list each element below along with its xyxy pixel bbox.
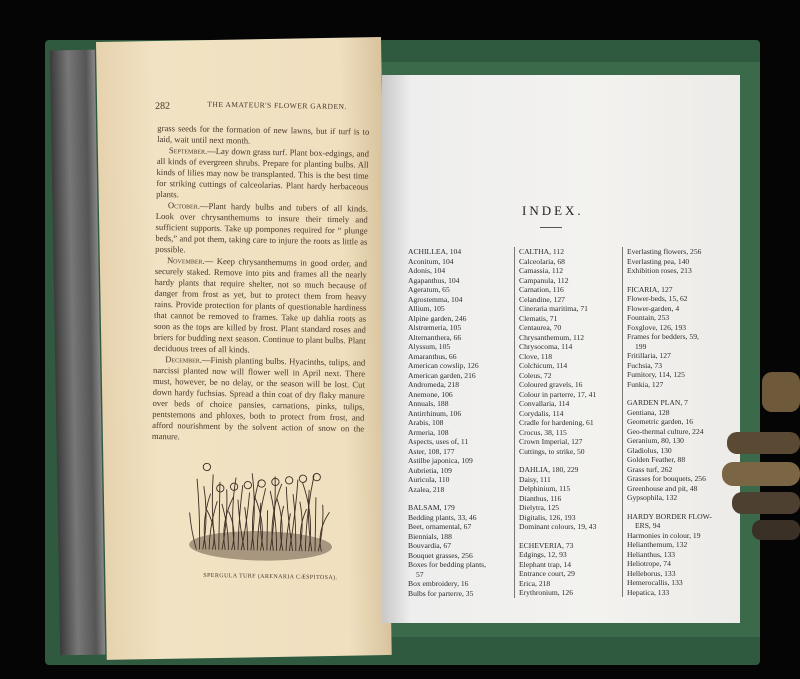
index-entry: 199 [635, 341, 647, 351]
paragraph [155, 200, 368, 259]
index-entry: Fumitory, 114, 125 [627, 370, 685, 379]
index-entry: Calceolaria, 68 [519, 256, 565, 266]
index-entry: Armeria, 108 [408, 427, 449, 437]
month-heading: September. [168, 145, 208, 156]
index-entry: Dominant colours, 19, 43 [519, 522, 597, 531]
index-entry: Cuttings, to strike, 50 [519, 446, 585, 456]
index-entry: Grass turf, 262 [627, 464, 673, 474]
paragraph [153, 255, 367, 358]
page-number: 282 [155, 100, 171, 112]
index-entry: Amaranthus, 66 [408, 351, 457, 361]
index-entry: Helianthus, 133 [627, 549, 676, 559]
index-entry: Carnation, 116 [519, 285, 564, 294]
index-entry: Digitalis, 126, 193 [519, 512, 576, 522]
index-entry: Convallaria, 114 [519, 399, 570, 408]
index-gap [627, 276, 735, 285]
paragraph [156, 145, 369, 204]
month-heading: November. [166, 255, 205, 266]
index-entry: Bouquet grasses, 256 [408, 550, 473, 560]
index-gap [408, 494, 510, 503]
index-entry: Bedding plants, 33, 46 [408, 512, 477, 522]
paragraph-text: grass seeds for the formation of new lawns, but if turf is to laid, wait until next month. [157, 122, 370, 146]
right-page [382, 75, 740, 623]
index-entry: Coloured gravels, 16 [519, 380, 583, 389]
paragraph-text: — Keep chrysanthemums in good order, and securely staked. Remove into pits and frames all the nearly hardy plants that require shelter, not so much because of danger from frost as yet, but to protect them from heavy rains. Provide protection for plants of questionable hardiness that cannot be removed to frames. Take up dahlia roots as soon as the tops are killed by frost. Plant standard roses and briers for budding next season. Continue to plant bulbs. Plant deciduous trees of all kinds. [153, 255, 368, 355]
index-entry: Box embroidery, 16 [408, 579, 469, 588]
index-entry: Flower-beds, 15, 62 [627, 294, 688, 303]
index-entry: Alpine garden, 246 [408, 313, 467, 323]
spergula-turf-illustration [175, 453, 347, 566]
index-entry: Cineraria maritima, 71 [519, 304, 588, 313]
index-entry: Fritillaria, 127 [627, 351, 671, 360]
index-gap [519, 456, 619, 465]
index-gap [627, 389, 735, 398]
index-entry: Annuals, 188 [408, 399, 449, 408]
index-entry: Elephant trap, 14 [519, 559, 572, 569]
index-entry: Alyssum, 105 [408, 342, 451, 351]
index-entry: Alstrœmeria, 105 [408, 323, 462, 332]
index-entry: Colour in parterre, 17, 41 [519, 389, 597, 399]
paragraph [152, 354, 366, 446]
index-entry: Greenhouse and pit, 48 [627, 483, 698, 493]
index-column-3 [622, 247, 735, 597]
index-entry: Aspects, uses of, 11 [408, 437, 469, 446]
index-entry: Gladiolus, 130 [627, 445, 672, 455]
index-entry: Bouvardia, 67 [408, 541, 452, 550]
index-entry: Biennials, 188 [408, 531, 452, 541]
index-entry: Agrostemma, 104 [408, 294, 463, 304]
index-gap [519, 532, 619, 541]
index-entry: Gentiana, 128 [627, 407, 670, 417]
index-entry: Chrysocoma, 114 [519, 342, 573, 351]
paragraph-text: —Finish planting bulbs. Hyacinths, tulips, and narcissi planted now will flower well in April next. There must, however, be no delay, or the season will be lost. Cut down hardy fuchsias. Spread a thin coat of dry flaky manure over beds of choice pansies, carnations, pinks, tulips, pentstemons and phloxes, both to protect from frost, and afford nourishment by the solvent action of snow on the manure. [151, 354, 366, 442]
index-entry: Agapanthus, 104 [408, 275, 460, 285]
index-entry: DAHLIA, 180, 229 [519, 465, 579, 474]
index-column-2 [514, 247, 619, 598]
paragraph-text: —Lay down grass turf. Plant box-edgings, and all kinds of evergreen shrubs. Prepare for planting bulbs. All kinds of lilies may now be transplanted. This is the best time for striking cuttings of calceolarias. Plant hardy herbaceous plants. [156, 145, 370, 200]
brass-clasp [722, 372, 800, 547]
index-entry: FICARIA, 127 [627, 284, 673, 294]
index-entry: Alternanthera, 66 [408, 332, 462, 342]
index-entry: Frames for bedders, 59, [627, 332, 699, 341]
index-title: INDEX. [522, 203, 584, 218]
index-entry: ECHEVERIA, 73 [519, 540, 574, 550]
index-entry: ERS, 94 [635, 521, 661, 530]
index-entry: Harmonies in colour, 19 [627, 530, 701, 540]
index-entry: Boxes for bedding plants, [408, 560, 487, 569]
index-entry: Erica, 218 [519, 578, 551, 588]
index-entry: 57 [416, 569, 424, 579]
index-entry: Crown Imperial, 127 [519, 437, 583, 446]
index-entry: ACHILLEA, 104 [408, 247, 462, 256]
index-entry: Anemone, 106 [408, 389, 453, 399]
index-entry: Bulbs for parterre, 35 [408, 588, 474, 598]
index-entry: Foxglove, 126, 193 [627, 322, 687, 332]
index-entry: Celandine, 127 [519, 294, 565, 304]
index-entry: Fountain, 253 [627, 313, 670, 322]
index-entry: Delphinium, 115 [519, 484, 571, 493]
index-entry: Helianthemum, 132 [627, 540, 688, 549]
index-entry: Flower-garden, 4 [627, 303, 680, 313]
index-entry: American cowslip, 126 [408, 361, 479, 370]
index-entry: Everlasting flowers, 256 [627, 247, 702, 256]
index-entry: Hepatica, 133 [627, 587, 670, 597]
index-entry: Dianthus, 116 [519, 493, 562, 503]
index-entry: Colchicum, 114 [519, 361, 568, 370]
index-entry: Geometric garden, 16 [627, 417, 693, 426]
index-entry: Azalea, 218 [408, 484, 445, 494]
month-heading: October. [167, 200, 200, 211]
index-entry: Hemerocallis, 133 [627, 578, 683, 587]
index-entry: Coleus, 72 [519, 370, 552, 380]
left-page [96, 37, 392, 660]
index-entry: Chrysanthemum, 112 [519, 332, 585, 342]
index-entry: Aster, 108, 177 [408, 446, 455, 456]
index-entry: Astilbe japonica, 109 [408, 456, 473, 465]
index-column-1 [408, 247, 510, 598]
running-head: THE AMATEUR'S FLOWER GARDEN. [207, 99, 347, 112]
index-entry: Centaurea, 70 [519, 323, 562, 332]
index-entry: Erythronium, 126 [519, 588, 573, 597]
index-entry: Daisy, 111 [519, 474, 551, 484]
index-entry: Funkia, 127 [627, 379, 664, 389]
index-entry: Aubrietia, 109 [408, 465, 452, 475]
index-entry: Geo-thermal culture, 224 [627, 426, 704, 436]
index-gap [627, 503, 735, 512]
index-entry: Edgings, 12, 93 [519, 550, 567, 559]
index-entry: Adonis, 104 [408, 266, 446, 275]
index-entry: Geranium, 80, 130 [627, 436, 684, 445]
index-entry: Arabis, 108 [408, 418, 444, 427]
index-entry: Beet, ornamental, 67 [408, 522, 472, 531]
index-entry: Allium, 105 [408, 304, 445, 313]
index-entry: Cradle for hardening, 61 [519, 418, 594, 427]
index-entry: HARDY BORDER FLOW- [627, 511, 712, 521]
index-entry: Exhibition roses, 213 [627, 266, 692, 275]
illustration-caption: SPERGULA TURF (ARENARIA CÆSPITOSA). [203, 572, 338, 582]
index-entry: Antirrhinum, 106 [408, 408, 462, 418]
index-entry: Crocus, 38, 115 [519, 427, 567, 437]
body-text [152, 123, 370, 446]
index-entry: Andromeda, 218 [408, 380, 460, 389]
index-entry: Fuchsia, 73 [627, 360, 663, 370]
index-entry: Corydalis, 114 [519, 408, 564, 418]
index-entry: Auricula, 110 [408, 475, 450, 484]
index-entry: Heliotrope, 74 [627, 559, 671, 568]
index-entry: Grasses for bouquets, 256 [627, 474, 706, 483]
index-entry: Camassia, 112 [519, 266, 564, 275]
paragraph-text: —Plant hardy bulbs and tubers of all kinds. Look over chrysanthemums to insure their timely and sufficient supports. Take up pompones required for “ plunge beds,” and pot them, taking care to injure the roots as little as possible. [155, 200, 369, 255]
index-entry: Everlasting pea, 140 [627, 256, 690, 266]
index-entry: Entrance court, 29 [519, 569, 575, 578]
index-entry: American garden, 216 [408, 370, 476, 380]
index-entry: Campanula, 112 [519, 275, 569, 285]
index-entry: BALSAM, 179 [408, 503, 455, 512]
index-entry: Clematis, 71 [519, 313, 558, 323]
index-entry: CALTHA, 112 [519, 247, 565, 256]
month-heading: December. [165, 354, 203, 365]
index-entry: Clove, 118 [519, 351, 553, 361]
index-entry: Dielytra, 125 [519, 503, 560, 512]
title-rule [540, 227, 562, 228]
index-entry: Gypsophila, 132 [627, 493, 678, 502]
index-entry: Helleborus, 133 [627, 568, 676, 578]
index-entry: Aconitum, 104 [408, 256, 454, 266]
index-entry: GARDEN PLAN, 7 [627, 398, 688, 407]
index-entry: Ageratum, 65 [408, 285, 450, 294]
index-entry: Golden Feather, 88 [627, 455, 686, 464]
